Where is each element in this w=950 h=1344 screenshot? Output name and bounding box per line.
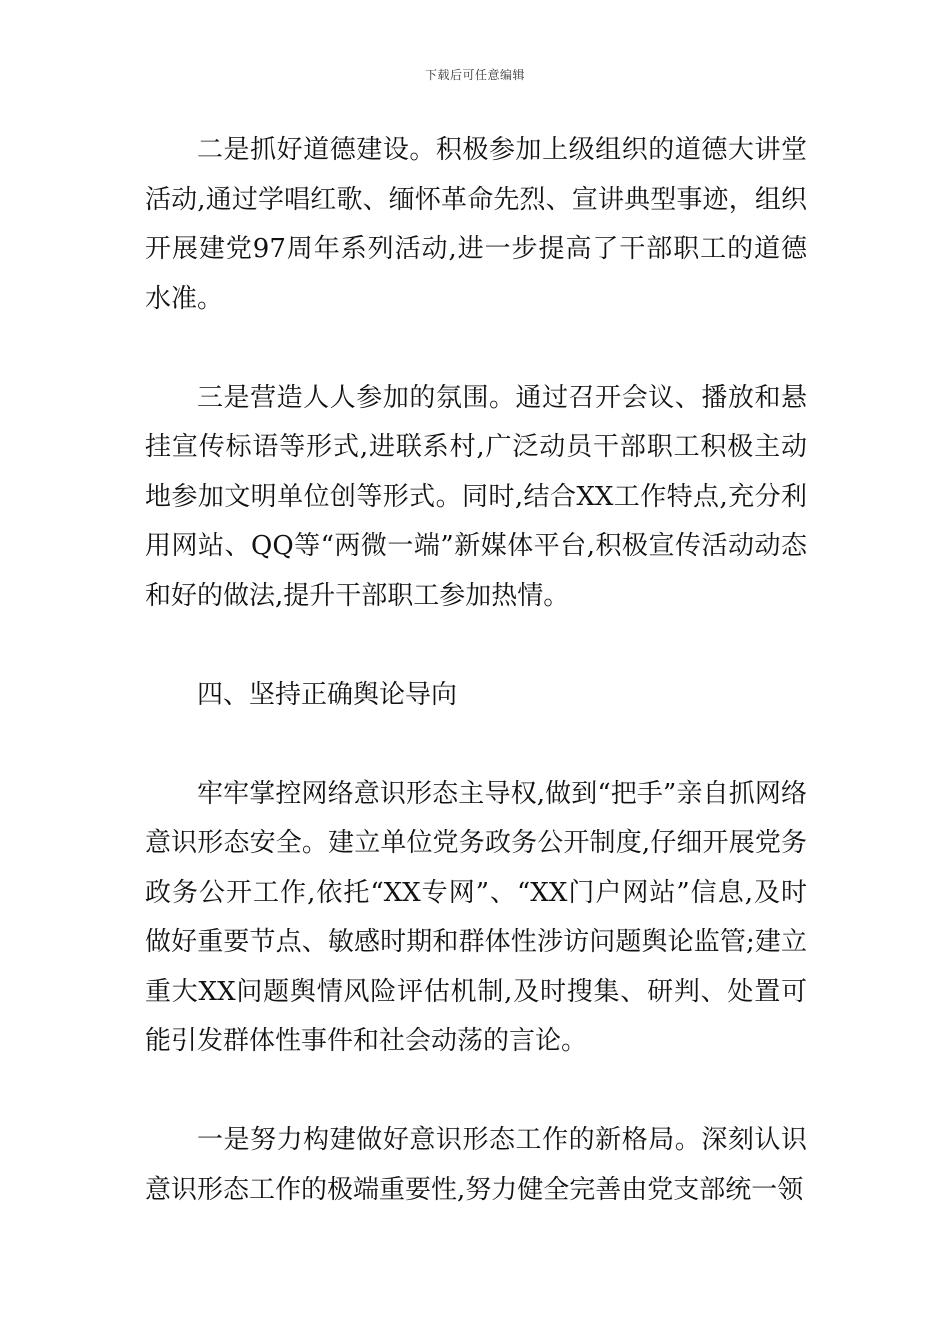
paragraph-moral-construction: 二是抓好道德建设。积极参加上级组织的道德大讲堂活动,通过学唱红歌、缅怀革命先烈、宣讲典型事迹，组织开展建党97周年系列活动,进一步提高了干部职工的道德水准。 — [145, 135, 807, 314]
section-heading-public-opinion: 四、坚持正确舆论导向 — [197, 679, 458, 710]
paragraph-participation-atmosphere: 三是营造人人参加的氛围。通过召开会议、播放和悬挂宣传标语等形式,进联系村,广泛动员干部职工积极主动地参加文明单位创等形式。同时,结合XX工作特点,充分利用网站、QQ等“两微一端”新媒体平台,积极宣传活动动态和好的做法,提升干部职工参加热情。 — [145, 382, 807, 611]
page-header: 下载后可任意编辑 — [424, 68, 525, 82]
paragraph-network-ideology: 牢牢掌控网络意识形态主导权,做到“把手”亲自抓网络意识形态安全。建立单位党务政务公开制度,仔细开展党务政务公开工作,依托“XX专网”、“XX门户网站”信息,及时做好重要节点、敏感时期和群体性涉访问题舆论监管;建立重大XX问题舆情风险评估机制,及时搜集、研判、处置可能引发群体性事件和社会动荡的言论。 — [145, 778, 807, 1056]
paragraph-new-pattern: 一是努力构建做好意识形态工作的新格局。深刻认识意识形态工作的极端重要性,努力健全完善由党支部统一领 — [145, 1125, 807, 1205]
document-body — [145, 126, 807, 1265]
